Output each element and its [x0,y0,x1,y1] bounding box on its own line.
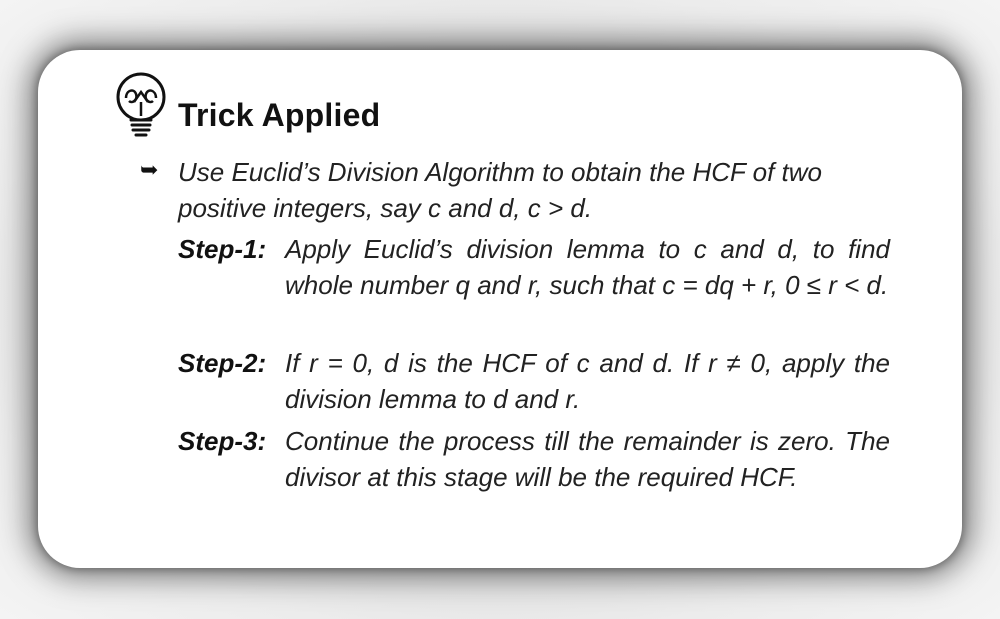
intro-text: Use Euclid’s Division Algorithm to obtain the HCF of two positive integers, say c and d, c > d. [178,157,823,223]
step-label: Step-1: [178,234,267,264]
step-3 [178,423,890,495]
card-title: Trick Applied [178,97,381,133]
step-2 [178,345,890,417]
arrow-bullet-icon: ➥ [140,158,159,183]
step-text: If r = 0, d is the HCF of c and d. If r ≠ 0, apply the division lemma to d and r. [285,348,890,414]
step-text: Apply Euclid’s division lemma to c and d, to find whole number q and r, such that c = dq + r, 0 ≤ r < d. [285,234,890,300]
lightbulb-icon [112,72,170,142]
step-text: Continue the process till the remainder is zero. The divisor at this stage will be the required HCF. [285,426,890,492]
step-label: Step-2: [178,348,267,378]
step-label: Step-3: [178,426,267,456]
card-header [112,72,170,142]
step-1 [178,231,890,303]
